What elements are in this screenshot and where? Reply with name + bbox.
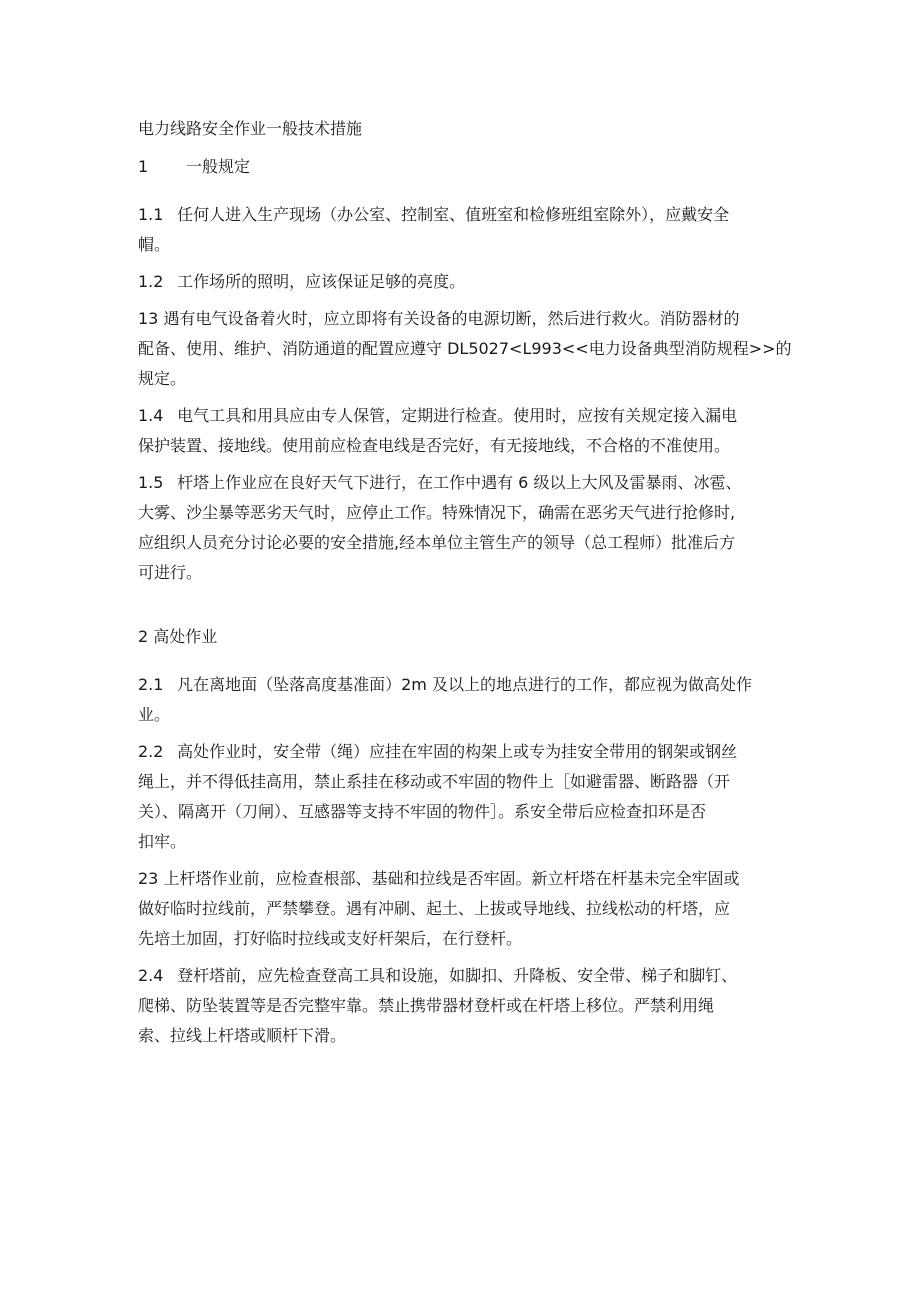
paragraph (138, 267, 788, 297)
paragraph-line: 业。 (138, 705, 171, 724)
paragraph-line: 扣牢。 (138, 832, 187, 851)
document-title: 电力线路安全作业一般技术措施 (138, 119, 363, 138)
paragraph (138, 304, 792, 394)
paragraph-line: 帽。 (138, 235, 171, 254)
document-body (138, 114, 792, 1058)
paragraph-line: 爬梯、防坠装置等是否完整牢靠。禁止携带器材登杆或在杆塔上移位。严禁利用绳 (138, 996, 715, 1015)
paragraph-number: 1.2 (138, 272, 164, 291)
paragraph (138, 401, 788, 461)
paragraph (138, 737, 788, 857)
paragraph-line: 绳上，并不得低挂高用，禁止系挂在移动或不牢固的物件上［如避雷器、断路器（开 (138, 772, 731, 791)
section-title: 一般规定 (186, 157, 251, 176)
paragraph-line: 凡在离地面（坠落高度基准面）2m 及以上的地点进行的工作，都应视为做高处作 (177, 675, 752, 694)
paragraph (138, 468, 788, 588)
paragraph-number: 1.1 (138, 205, 164, 224)
section-number: 1 (138, 157, 149, 176)
section-number: 2 (138, 627, 149, 646)
paragraph (138, 200, 788, 260)
paragraph-line: 上杆塔作业前，应检查根部、基础和拉线是否牢固。新立杆塔在杆基未完全牢固或 (163, 869, 740, 888)
section-heading (138, 152, 788, 182)
paragraph-line: 杆塔上作业应在良好天气下进行，在工作中遇有 6 级以上大风及雷暴雨、冰雹、 (177, 473, 742, 492)
paragraph-number: 2.4 (138, 966, 164, 985)
paragraph-line: 配备、使用、维护、消防通道的配置应遵守 DL5027<L993<<电力设备典型消防规程>>的 (138, 339, 792, 358)
paragraph-number: 2.2 (138, 742, 164, 761)
paragraph-number: 23 (138, 869, 159, 888)
paragraph-line: 工作场所的照明，应该保证足够的亮度。 (177, 272, 466, 291)
paragraph-number: 13 (138, 309, 159, 328)
paragraph-line: 应组织人员充分讨论必要的安全措施,经本单位主管生产的领导（总工程师）批准后方 (138, 533, 736, 552)
paragraph-line: 电气工具和用具应由专人保管，定期进行检查。使用时，应按有关规定接入漏电 (177, 406, 738, 425)
paragraph-line: 大雾、沙尘暴等恶劣天气时，应停止工作。特殊情况下，确需在恶劣天气进行抢修时, (138, 503, 736, 522)
paragraph (138, 961, 788, 1051)
paragraph (138, 670, 788, 730)
paragraph-line: 遇有电气设备着火时，应立即将有关设备的电源切断，然后进行救火。消防器材的 (163, 309, 740, 328)
paragraph-line: 做好临时拉线前，严禁攀登。遇有冲刷、起土、上拔或导地线、拉线松动的杆塔，应 (138, 899, 731, 918)
paragraph-line: 关）、隔离开（刀闸）、互感器等支持不牢固的物件］。系安全带后应检查扣环是否 (138, 802, 707, 821)
paragraph-line: 高处作业时，安全带（绳）应挂在牢固的构架上或专为挂安全带用的钢架或钢丝 (177, 742, 738, 761)
section-title: 高处作业 (153, 627, 218, 646)
paragraph-line: 规定。 (138, 369, 187, 388)
paragraph-number: 1.5 (138, 473, 164, 492)
paragraph-line: 可进行。 (138, 563, 203, 582)
paragraph-number: 1.4 (138, 406, 164, 425)
paragraph-line: 索、拉线上杆塔或顺杆下滑。 (138, 1026, 347, 1045)
paragraph-line: 登杆塔前，应先检查登高工具和设施，如脚扣、升降板、安全带、梯子和脚钉、 (177, 966, 738, 985)
paragraph-line: 先培土加固，打好临时拉线或支好杆架后，在行登杆。 (138, 929, 523, 948)
paragraph-line: 任何人进入生产现场（办公室、控制室、值班室和检修班组室除外），应戴安全 (177, 205, 730, 224)
paragraph (138, 864, 788, 954)
section-heading (138, 622, 788, 652)
paragraph-line: 保护装置、接地线。使用前应检查电线是否完好，有无接地线，不合格的不准使用。 (138, 436, 731, 455)
paragraph-number: 2.1 (138, 675, 164, 694)
